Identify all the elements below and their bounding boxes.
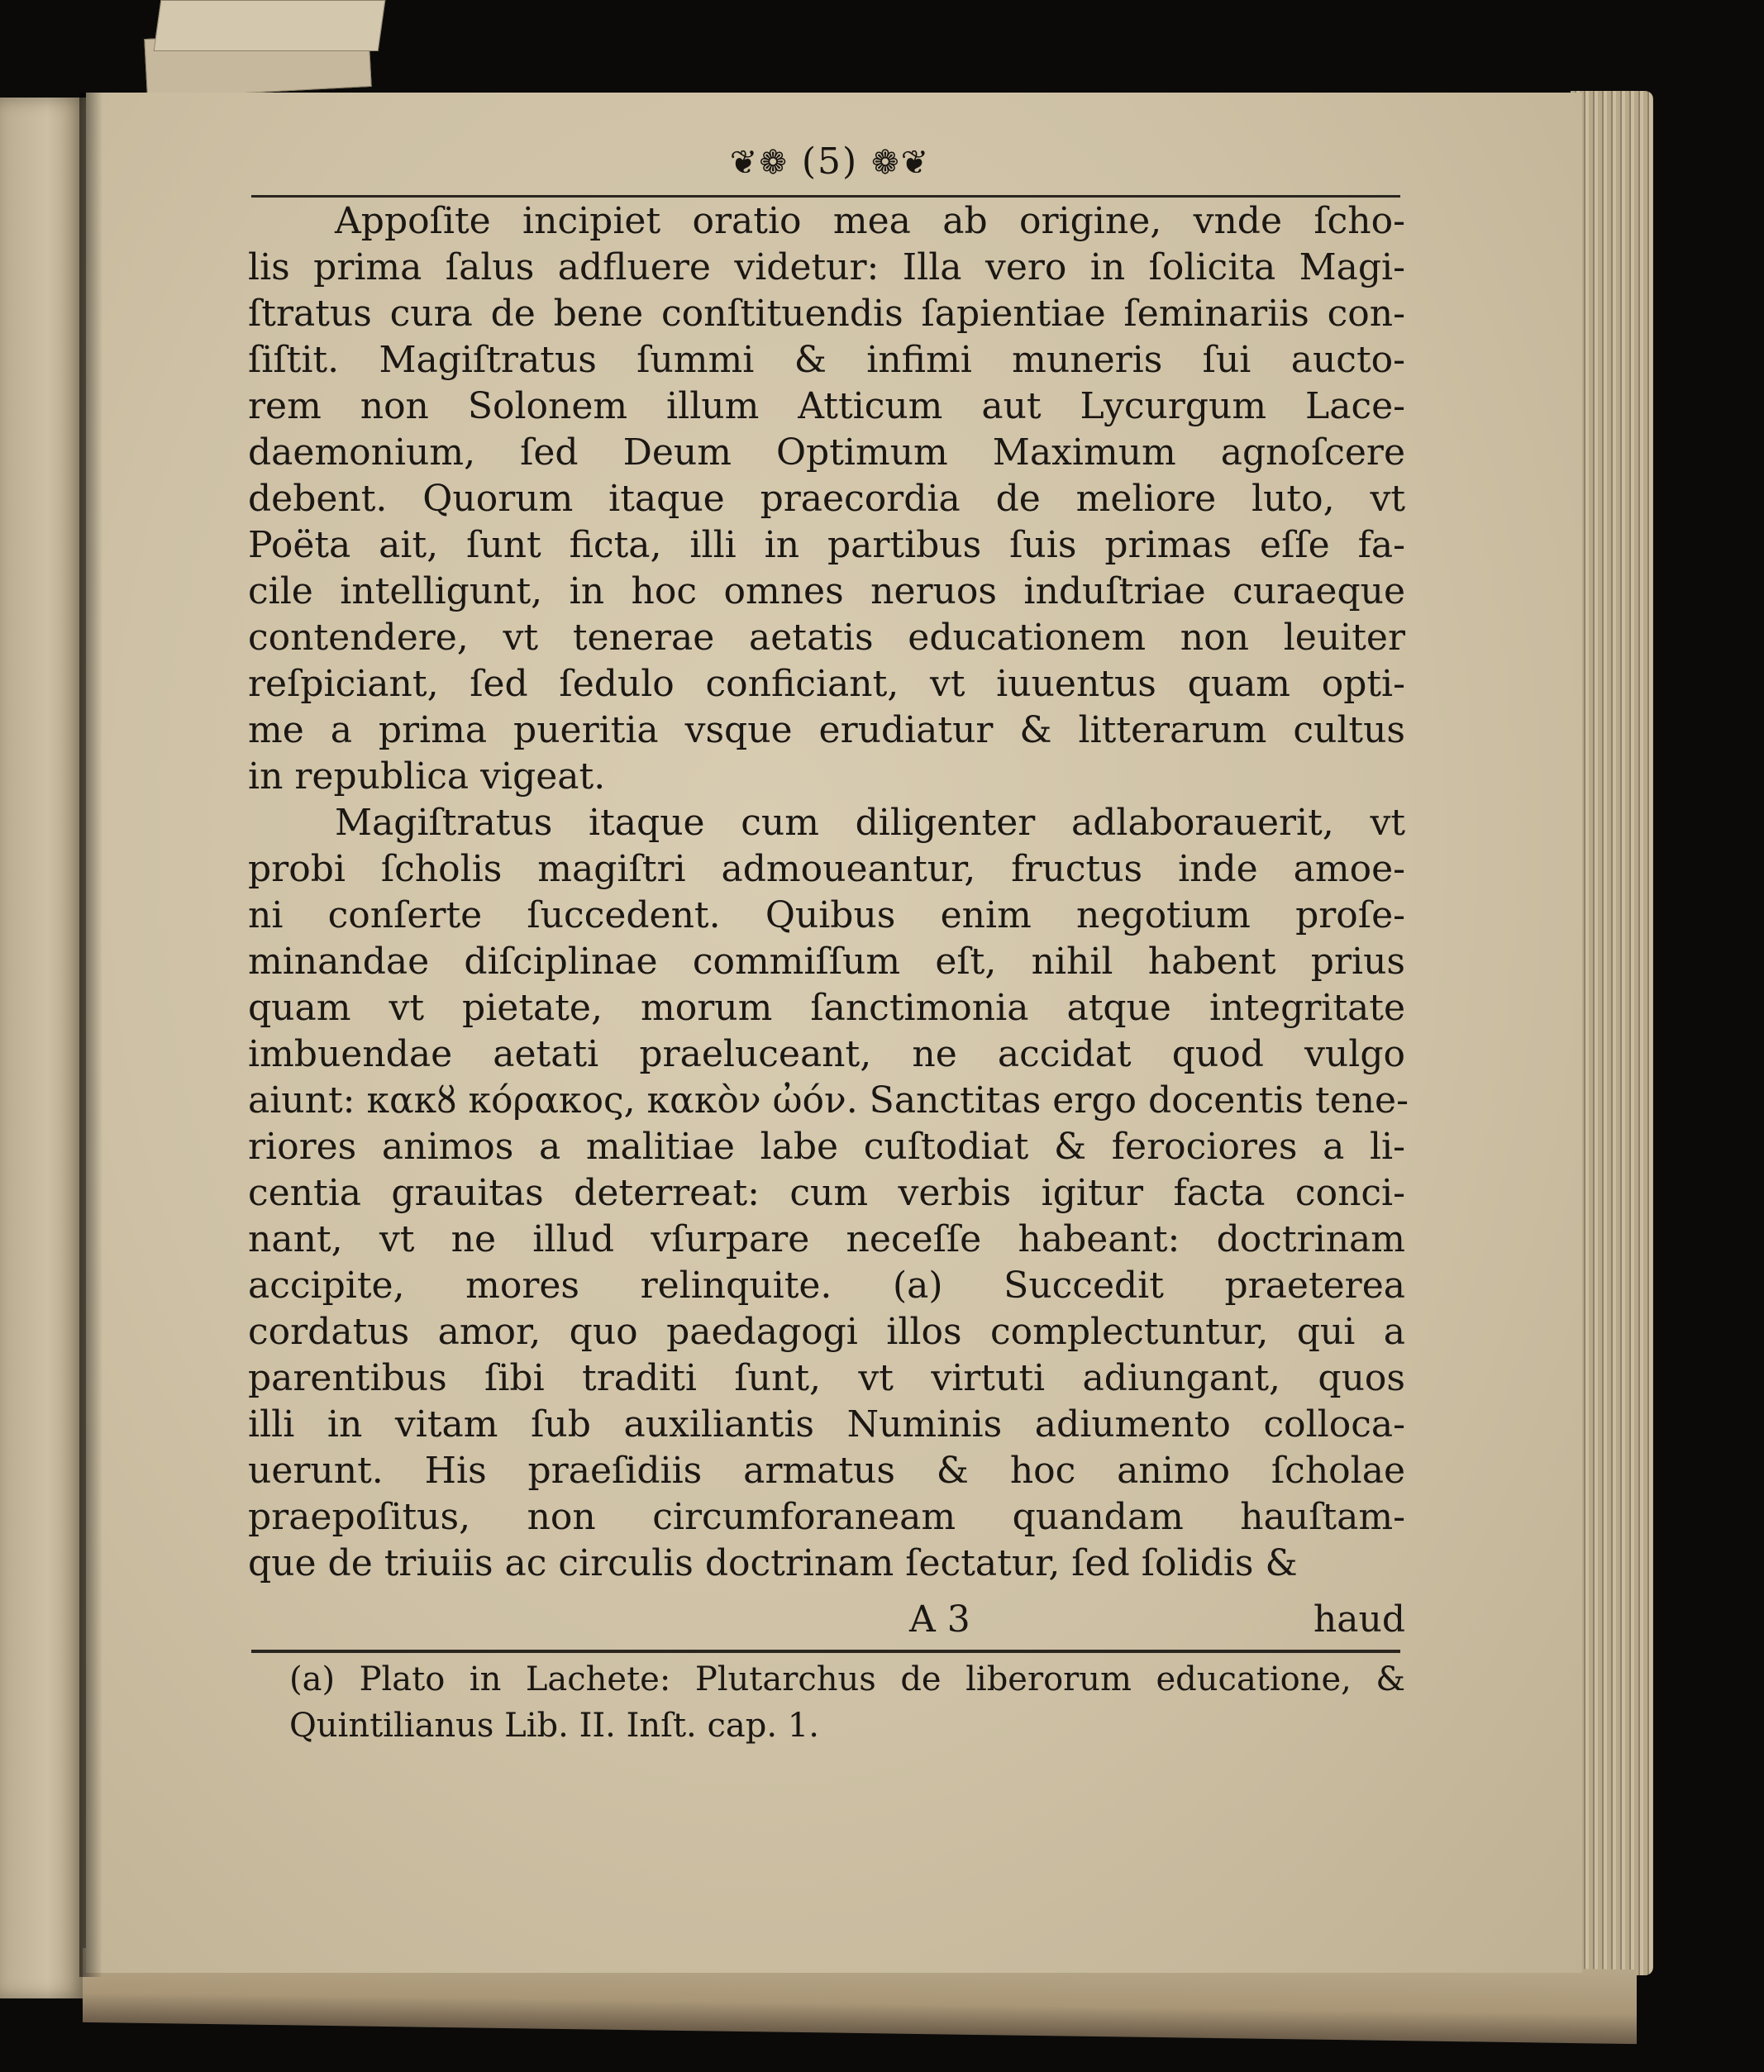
page-number: (5) [801,141,859,183]
text-line: nant, vt ne illud vſurpare neceſſe habeant: doctrinam [248,1218,1405,1260]
text-line: minandae diſciplinae commiſſum eſt, nihil habent prius [248,941,1405,983]
text-line: uerunt. His praeſidiis armatus & hoc animo ſcholae [248,1450,1405,1492]
footnote [289,1656,1405,1749]
text-line: quam vt pietate, morum ſanctimonia atque integritate [248,987,1405,1029]
main-text [248,198,1409,1587]
text-line: ſiſtit. Magiſtratus ſummi & infimi muneris ſui aucto- [248,339,1405,381]
text-line: riores animos a malitiae labe cuſtodiat & ferociores a li- [248,1126,1405,1168]
text-line: rem non Solonem illum Atticum aut Lycurgum Lace- [248,385,1405,427]
text-line: debent. Quorum itaque praecordia de meliore luto, vt [248,478,1405,520]
text-line: cile intelligunt, in hoc omnes neruos induſtriae curaeque [248,570,1405,612]
text-line: daemonium, ſed Deum Optimum Maximum agnoſcere [248,431,1405,474]
signature-mark: A 3 [909,1598,970,1641]
text-line: accipite, mores relinquite. (a) Succedit praeterea [248,1265,1405,1307]
footnote-lines [289,1656,1405,1749]
text-line: parentibus ſibi traditi ſunt, vt virtuti adiungant, quos [248,1357,1405,1399]
text-line: in republica vigeat. [248,755,606,798]
torn-paper-fragment [154,0,386,51]
footnote-rule [251,1650,1400,1653]
running-header [623,141,1037,190]
text-line: imbuendae aetati praeluceant, ne accidat quod vulgo [248,1033,1405,1075]
text-line: centia grauitas deterreat: cum verbis igitur facta conci- [248,1172,1405,1214]
text-line: contendere, vt tenerae aetatis educationem non leuiter [248,617,1405,659]
text-line: Appoſite incipiet oratio mea ab origine, vnde ſcho- [335,200,1405,242]
page-stack-edge [1571,91,1653,1975]
text-line: ſtratus cura de bene conſtituendis ſapientiae ſeminariis con- [248,293,1405,335]
text-line: que de triuiis ac circulis doctrinam ſectatur, ſed ſolidis & [248,1542,1298,1584]
book-page [86,93,1582,1973]
text-line: ni conſerte ſuccedent. Quibus enim negotium proſe- [248,894,1405,936]
ornament-left-icon: ❦❁ [729,144,789,182]
footnote-line: Quintilianus Lib. II. Inſt. cap. 1. [289,1707,819,1745]
text-line: praepoſitus, non circumforaneam quandam hauſtam- [248,1496,1405,1538]
text-line: cordatus amor, quo paedagogi illos complectuntur, qui a [248,1311,1405,1353]
text-line: lis prima ſalus adfluere videtur: Illa vero in ſolicita Magi- [248,246,1405,288]
signature-line [248,1598,1405,1645]
text-line: aiunt: κακȣ κόρακος, κακὸν ὠόν. Sanctitas ergo docentis tene- [248,1079,1409,1122]
text-line: me a prima pueritia vsque erudiatur & litterarum cultus [248,709,1405,751]
paragraphs [248,198,1409,1587]
footnote-line: (a) Plato in Lachete: Plutarchus de liberorum educatione, & [289,1660,1405,1698]
left-page-edge [0,98,86,1998]
text-line: Poëta ait, ſunt ficta, illi in partibus ſuis primas eſſe fa- [248,524,1405,566]
header-rule [251,195,1400,198]
catchword: haud [1313,1598,1405,1641]
text-line: illi in vitam ſub auxiliantis Numinis adiumento colloca- [248,1403,1405,1446]
ornament-right-icon: ❁❦ [871,144,931,182]
text-line: reſpiciant, ſed ſedulo conficiant, vt iuuentus quam opti- [248,663,1405,705]
text-line: probi ſcholis magiſtri admoueantur, fructus inde amoe- [248,848,1405,890]
spine-shadow [79,93,103,1977]
text-line: Magiſtratus itaque cum diligenter adlaborauerit, vt [335,802,1405,844]
